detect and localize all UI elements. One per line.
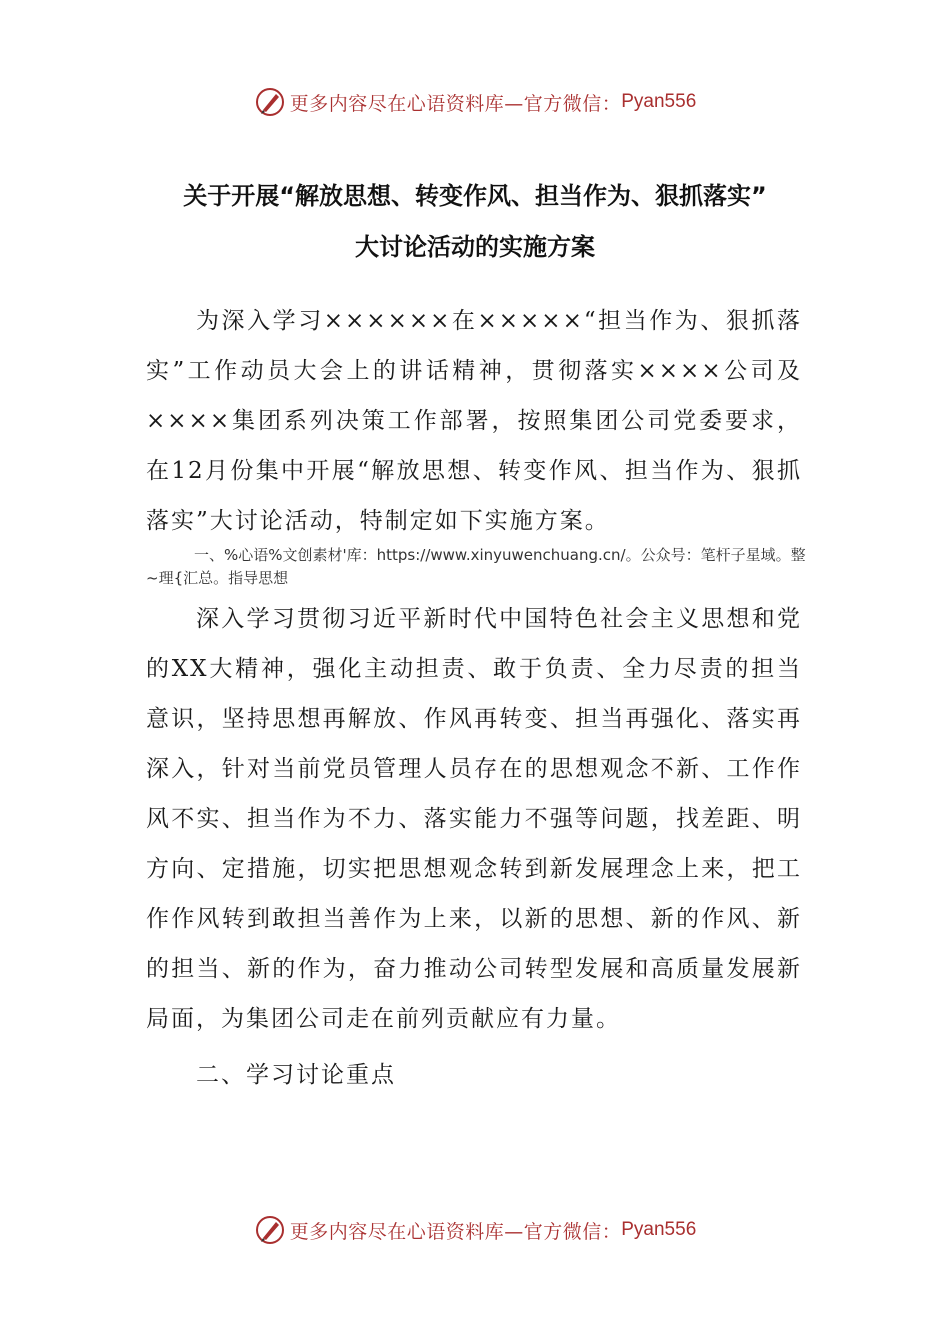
- section1-heading: 一、%心语%文创素材'库：https://www.xinyuwenchuang.cn/。公众号：笔杆子星域。整~理{汇总。指导思想: [146, 546, 806, 587]
- banner-text: 更多内容尽在心语资料库—官方微信：: [289, 1220, 622, 1243]
- footer-banner: [0, 1210, 950, 1250]
- banner-text: 更多内容尽在心语资料库—官方微信：: [289, 92, 622, 115]
- intro-paragraph: 为深入学习××××××在×××××“担当作为、狠抓落实”工作动员大会上的讲话精神，贯彻落实××××公司及××××集团系列决策工作部署，按照集团公司党委要求，在12月份集中开展“解放思想、转变作风、担当作为、狠抓落实”大讨论活动，特制定如下实施方案。: [146, 308, 802, 534]
- pen-logo-icon: [254, 1214, 286, 1246]
- banner-wechat-id: Pyan556: [621, 91, 697, 112]
- document-title-line1: 关于开展“解放思想、转变作风、担当作为、狠抓落实”: [183, 182, 767, 210]
- section2-heading: 二、学习讨论重点: [196, 1062, 396, 1088]
- pen-logo-icon: [254, 86, 286, 118]
- banner-wechat-id: Pyan556: [621, 1219, 697, 1240]
- header-banner: [0, 82, 950, 122]
- document-title-line2: 大讨论活动的实施方案: [355, 233, 595, 261]
- section1-paragraph: 深入学习贯彻习近平新时代中国特色社会主义思想和党的XX大精神，强化主动担责、敢于负责、全力尽责的担当意识，坚持思想再解放、作风再转变、担当再强化、落实再深入，针对当前党员管理人员存在的思想观念不新、工作作风不实、担当作为不力、落实能力不强等问题，找差距、明方向、定措施，切实把思想观念转到新发展理念上来，把工作作风转到敢担当善作为上来，以新的思想、新的作风、新的担当、新的作为，奋力推动公司转型发展和高质量发展新局面，为集团公司走在前列贡献应有力量。: [146, 606, 802, 1032]
